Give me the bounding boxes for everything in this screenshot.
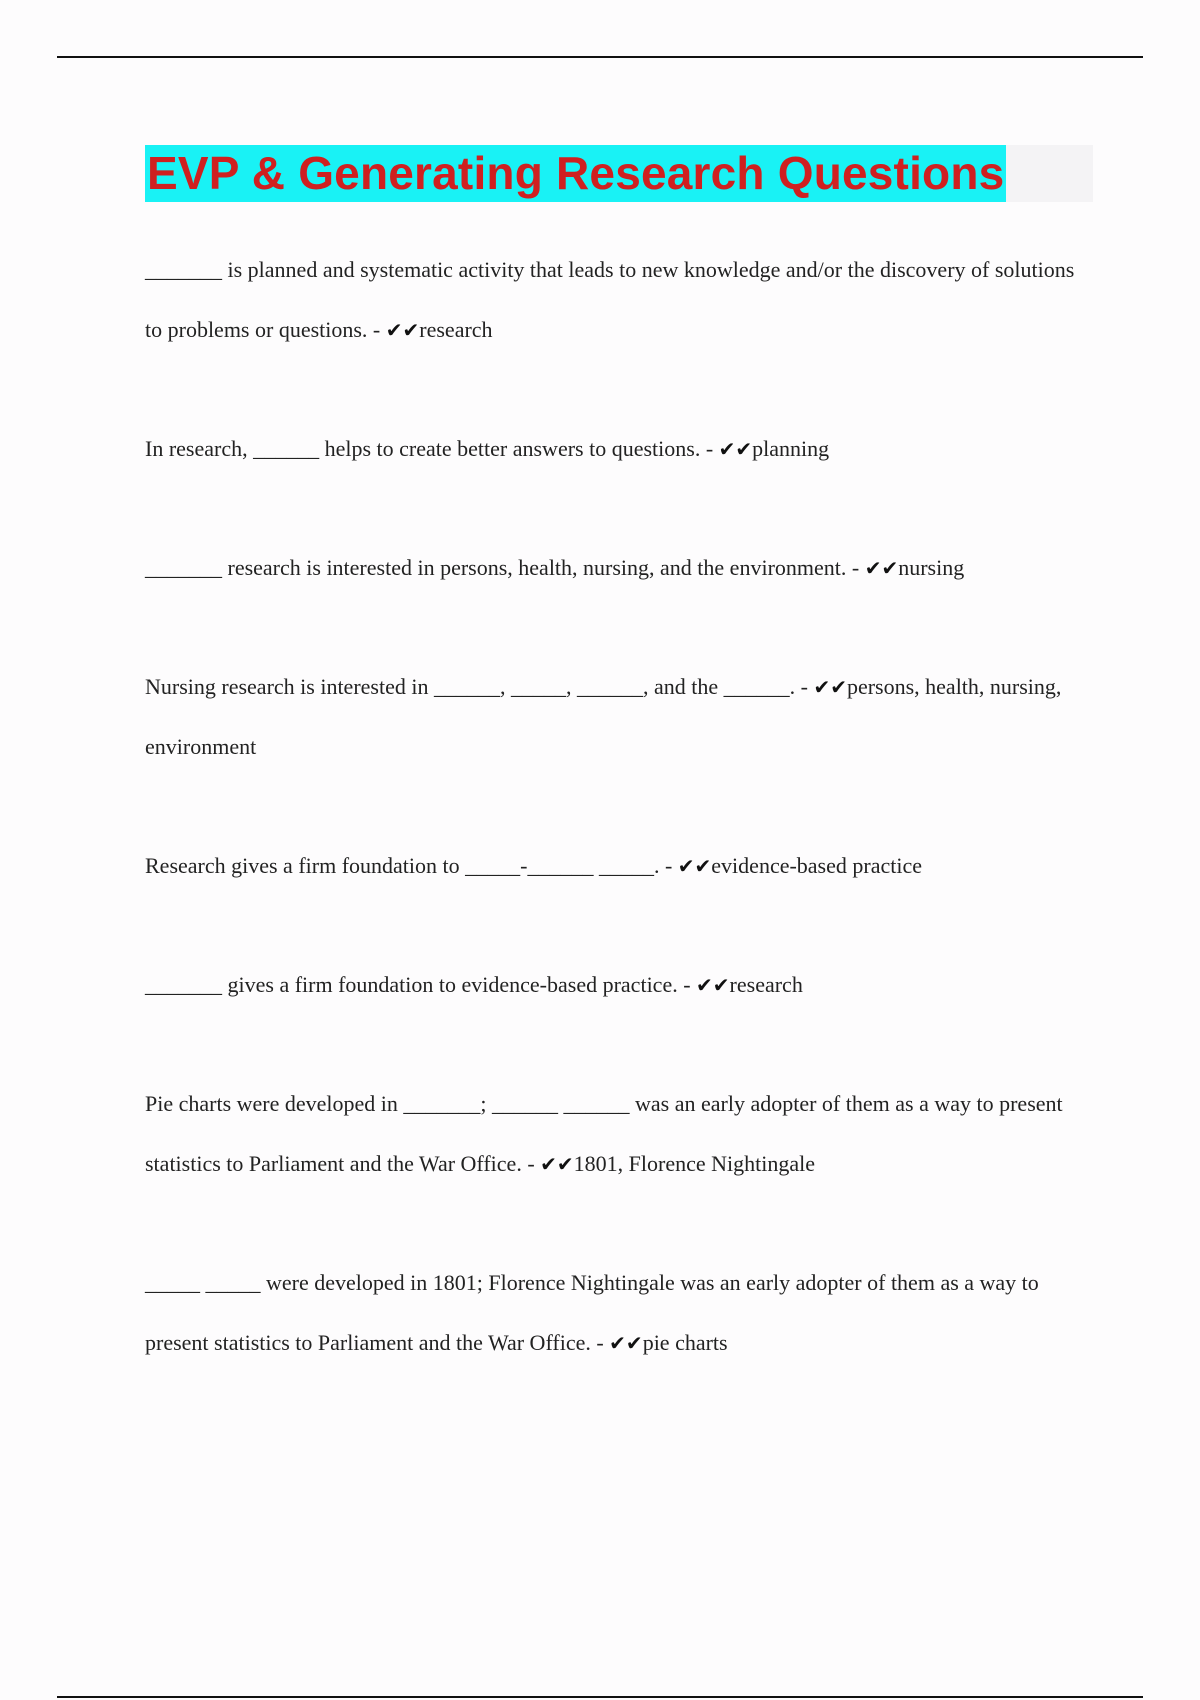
check-icon: ✔✔: [813, 675, 847, 699]
qa-item: [145, 955, 1085, 1015]
answer-text: pie charts: [642, 1330, 728, 1355]
answer-text: research: [729, 972, 803, 997]
answer-text: 1801, Florence Nightingale: [573, 1151, 815, 1176]
qa-list: [145, 240, 1085, 1432]
qa-item: [145, 1253, 1085, 1373]
question-text: Nursing research is interested in ______, _____, ______, and the ______. -: [145, 674, 814, 699]
answer-text: evidence-based practice: [711, 853, 922, 878]
qa-item: [145, 419, 1085, 479]
question-text: Pie charts were developed in _______; ______ ______ was an early adopter of them as a way to present statistics to Parliament and the War Office. -: [145, 1091, 1063, 1176]
answer-text: planning: [752, 436, 830, 461]
check-icon: ✔✔: [385, 318, 420, 342]
check-icon: ✔✔: [540, 1152, 574, 1176]
question-text: In research, ______ helps to create better answers to questions. -: [145, 436, 719, 461]
check-icon: ✔✔: [677, 854, 712, 878]
qa-item: [145, 1074, 1085, 1194]
check-icon: ✔✔: [864, 556, 899, 580]
check-icon: ✔✔: [718, 437, 753, 461]
question-text: Research gives a firm foundation to _____-______ _____. -: [145, 853, 678, 878]
qa-item: [145, 240, 1085, 360]
page-title: EVP & Generating Research Questions: [145, 145, 1006, 202]
question-text: _____ _____ were developed in 1801; Florence Nightingale was an early adopter of them as a way to present statistics to Parliament and the War Office. -: [145, 1270, 1039, 1355]
question-text: _______ research is interested in persons, health, nursing, and the environment. -: [145, 555, 865, 580]
bottom-rule: [57, 1696, 1143, 1698]
qa-item: [145, 657, 1085, 777]
answer-text: nursing: [898, 555, 965, 580]
question-text: _______ is planned and systematic activity that leads to new knowledge and/or the discovery of solutions to problems or questions. -: [145, 257, 1075, 342]
qa-item: [145, 538, 1085, 598]
qa-item: [145, 836, 1085, 896]
answer-text: persons, health, nursing, environment: [145, 674, 1062, 759]
top-rule: [57, 56, 1143, 58]
check-icon: ✔✔: [696, 973, 730, 997]
answer-text: research: [419, 317, 493, 342]
question-text: _______ gives a firm foundation to evidence-based practice. -: [145, 972, 697, 997]
check-icon: ✔✔: [609, 1331, 643, 1355]
